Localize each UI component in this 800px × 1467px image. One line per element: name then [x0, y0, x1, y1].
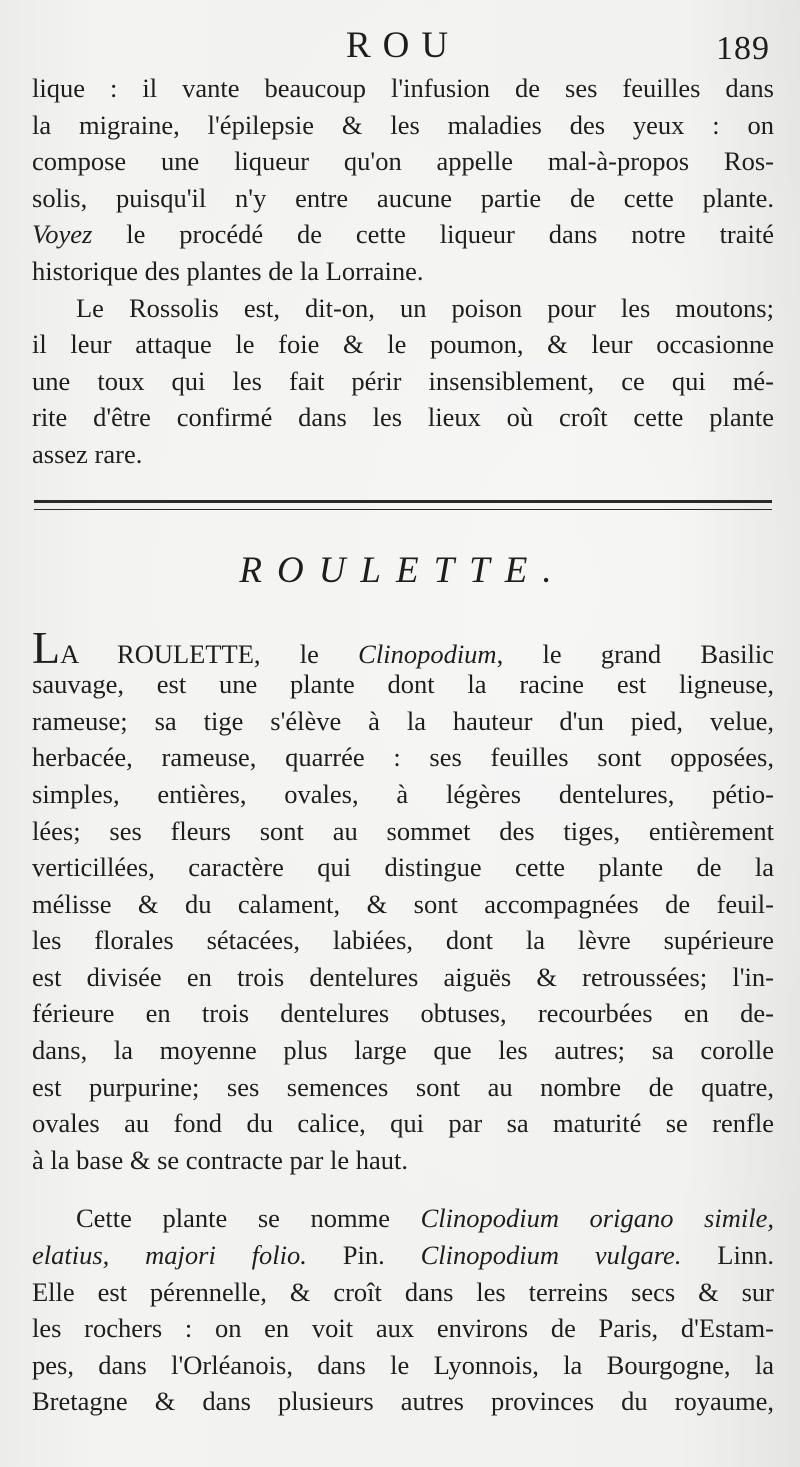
text-line: mélisse & du calament, & sont accompagnées de feuil-: [32, 888, 774, 919]
paragraph-continuation: [32, 70, 774, 290]
text-span: Pin.: [306, 1240, 421, 1271]
text-span: le procédé de cette liqueur dans notre traité: [92, 219, 774, 250]
text-line: solis, puisqu'il n'y entre aucune partie de cette plante.: [32, 182, 774, 213]
section-heading: ROULETTE.: [239, 549, 567, 591]
text-line: herbacée, rameuse, quarrée : ses feuilles sont opposées,: [32, 742, 774, 773]
text-line: rite d'être confirmé dans les lieux où croît cette plante: [32, 402, 774, 433]
text-line: est divisée en trois dentelures aiguës & retroussées; l'in-: [32, 961, 774, 992]
italic-text: elatius, majori folio.: [32, 1240, 307, 1271]
text-line: historique des plantes de la Lorraine.: [32, 255, 424, 286]
text-line: [32, 216, 774, 253]
text-line: [32, 1200, 774, 1237]
text-line: est purpurine; ses semences sont au nombre de quatre,: [32, 1071, 774, 1102]
text-line: les florales sétacées, labiées, dont la lèvre supérieure: [32, 925, 774, 956]
text-line: rameuse; sa tige s'élève à la hauteur d'un pied, velue,: [32, 705, 774, 736]
text-line: une toux qui les fait périr insensiblement, ce qui mé-: [32, 365, 774, 396]
text-span: Cette plante se nomme: [76, 1203, 421, 1234]
paragraph-roulette: [32, 621, 775, 1179]
text-line: pes, dans l'Orléanois, dans le Lyonnois, la Bourgogne, la: [32, 1349, 774, 1380]
italic-text: Clinopodium origano simile,: [420, 1203, 774, 1234]
text-line: Elle est pérennelle, & croît dans les terreins secs & sur: [32, 1276, 774, 1307]
text-line: compose une liqueur qu'on appelle mal-à-propos Ros-: [32, 146, 774, 177]
text-line: lique : il vante beaucoup l'infusion de ses feuilles dans: [32, 73, 774, 103]
text-line: assez rare.: [32, 438, 143, 469]
italic-text: Clinopodium vulgare.: [420, 1240, 682, 1271]
text-span: , le grand Basilic: [496, 638, 775, 669]
running-head-title: ROU: [345, 25, 461, 66]
text-line: simples, entières, ovales, à légères dentelures, pétio-: [32, 778, 774, 809]
text-line: ovales au fond du calice, qui par sa maturité se renfle: [32, 1108, 774, 1139]
text-line: dans, la moyenne plus large que les autres; sa corolle: [32, 1035, 774, 1066]
text-line: [32, 621, 775, 673]
text-line: férieure en trois dentelures obtuses, recourbées en de-: [32, 998, 774, 1029]
text-span: Linn.: [681, 1240, 774, 1271]
text-line: les rochers : on en voit aux environs de Paris, d'Estam-: [32, 1313, 774, 1344]
text-line: la migraine, l'épilepsie & les maladies des yeux : on: [32, 109, 774, 140]
paragraph-gap: [32, 1178, 774, 1200]
running-head: [32, 0, 774, 70]
page-number: 189: [716, 30, 770, 67]
paragraph-rossolis: [32, 290, 774, 473]
text-line: Le Rossolis est, dit-on, un poison pour les moutons;: [76, 292, 774, 323]
text-line: Bretagne & dans plusieurs autres provinces du royaume,: [32, 1386, 774, 1417]
text-line: il leur attaque le foie & le poumon, & leur occasionne: [32, 329, 774, 360]
text-line: sauvage, est une plante dont la racine est ligneuse,: [32, 669, 774, 700]
section-divider: [34, 500, 772, 510]
text-span: A ROULETTE, le: [60, 638, 359, 669]
text-line: lées; ses fleurs sont au sommet des tiges, entièrement: [32, 815, 774, 846]
text-line: à la base & se contracte par le haut.: [32, 1144, 408, 1175]
paragraph-nomenclature: [32, 1200, 774, 1420]
text-line: verticillées, caractère qui distingue cette plante de la: [32, 852, 774, 883]
italic-text: Clinopodium: [358, 638, 497, 669]
italic-text: Voyez: [32, 219, 93, 250]
initial-capital: L: [32, 621, 61, 673]
text-line: [32, 1237, 774, 1274]
